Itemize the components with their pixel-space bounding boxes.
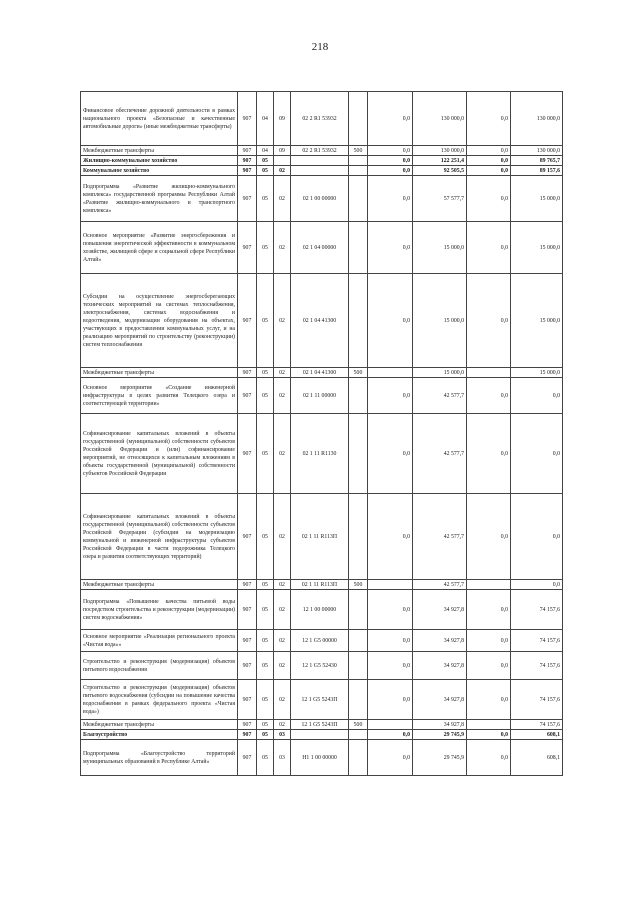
cell-grbs: 907 xyxy=(238,630,257,652)
cell-grbs: 907 xyxy=(238,680,257,720)
cell-csr: 12 1 G5 5243П xyxy=(291,720,349,730)
cell-vr xyxy=(349,176,368,222)
table-row xyxy=(81,176,563,222)
cell-v4: 608,1 xyxy=(511,730,563,740)
section-row xyxy=(81,730,563,740)
cell-v1 xyxy=(368,720,413,730)
cell-csr: 02 1 00 00000 xyxy=(291,176,349,222)
cell-csr: 12 1 G5 00000 xyxy=(291,630,349,652)
cell-name: Коммунальное хозяйство xyxy=(81,166,238,176)
cell-grbs: 907 xyxy=(238,176,257,222)
table-row xyxy=(81,146,563,156)
table-row xyxy=(81,494,563,580)
cell-name: Строительство и реконструкция (модернизация) объектов питьевого водоснабжения xyxy=(81,652,238,680)
cell-v1: 0,0 xyxy=(368,378,413,414)
cell-v4: 74 157,6 xyxy=(511,652,563,680)
cell-v4: 74 157,6 xyxy=(511,630,563,652)
cell-v4: 89 765,7 xyxy=(511,156,563,166)
budget-table xyxy=(80,91,563,776)
cell-v2: 34 927,8 xyxy=(413,630,467,652)
cell-rz: 05 xyxy=(257,652,274,680)
cell-v1: 0,0 xyxy=(368,652,413,680)
cell-csr: 02 1 04 41300 xyxy=(291,368,349,378)
cell-grbs: 907 xyxy=(238,146,257,156)
cell-v2: 42 577,7 xyxy=(413,494,467,580)
cell-vr xyxy=(349,652,368,680)
cell-vr xyxy=(349,156,368,166)
cell-name: Основное мероприятие «Реализация регионального проекта «Чистая вода»» xyxy=(81,630,238,652)
cell-v2: 15 000,0 xyxy=(413,274,467,368)
cell-v2: 34 927,8 xyxy=(413,652,467,680)
cell-pr: 09 xyxy=(274,92,291,146)
cell-grbs: 907 xyxy=(238,414,257,494)
cell-v3: 0,0 xyxy=(467,590,511,630)
cell-pr: 03 xyxy=(274,730,291,740)
cell-csr: 02 2 R1 53932 xyxy=(291,146,349,156)
cell-v3: 0,0 xyxy=(467,630,511,652)
cell-v4: 15 000,0 xyxy=(511,176,563,222)
cell-vr xyxy=(349,590,368,630)
table-row xyxy=(81,222,563,274)
cell-rz: 05 xyxy=(257,176,274,222)
cell-v2: 92 505,5 xyxy=(413,166,467,176)
table-row xyxy=(81,590,563,630)
cell-v2: 122 251,4 xyxy=(413,156,467,166)
cell-v3: 0,0 xyxy=(467,166,511,176)
cell-pr: 02 xyxy=(274,630,291,652)
page-number: 218 xyxy=(311,41,329,53)
cell-v3: 0,0 xyxy=(467,92,511,146)
cell-name: Благоустройство xyxy=(81,730,238,740)
cell-v2: 15 000,0 xyxy=(413,222,467,274)
cell-grbs: 907 xyxy=(238,378,257,414)
table-row xyxy=(81,652,563,680)
cell-name: Основное мероприятие «Развитие энергосбережения и повышения энергетической эффективности в коммунальном хозяйстве, жилищной сфере и социальной сфере Республики Алтай» xyxy=(81,222,238,274)
cell-name: Межбюджетные трансферты xyxy=(81,720,238,730)
cell-vr xyxy=(349,630,368,652)
cell-v4: 608,1 xyxy=(511,740,563,776)
cell-grbs: 907 xyxy=(238,274,257,368)
cell-grbs: 907 xyxy=(238,730,257,740)
cell-rz: 05 xyxy=(257,590,274,630)
cell-v4: 74 157,6 xyxy=(511,680,563,720)
cell-vr xyxy=(349,222,368,274)
cell-vr xyxy=(349,494,368,580)
cell-pr: 02 xyxy=(274,378,291,414)
cell-v2: 130 000,0 xyxy=(413,92,467,146)
table-row xyxy=(81,630,563,652)
cell-rz: 04 xyxy=(257,92,274,146)
cell-grbs: 907 xyxy=(238,92,257,146)
cell-rz: 05 xyxy=(257,222,274,274)
cell-csr: 02 1 04 41300 xyxy=(291,274,349,368)
cell-vr xyxy=(349,730,368,740)
cell-v4: 130 000,0 xyxy=(511,146,563,156)
cell-csr: 02 1 11 R113П xyxy=(291,494,349,580)
cell-v1: 0,0 xyxy=(368,156,413,166)
cell-v1: 0,0 xyxy=(368,146,413,156)
cell-v1: 0,0 xyxy=(368,740,413,776)
cell-vr xyxy=(349,92,368,146)
cell-pr: 02 xyxy=(274,368,291,378)
cell-v1: 0,0 xyxy=(368,730,413,740)
cell-pr: 02 xyxy=(274,166,291,176)
cell-v4: 0,0 xyxy=(511,378,563,414)
cell-v2: 42 577,7 xyxy=(413,414,467,494)
table-row xyxy=(81,378,563,414)
cell-pr: 02 xyxy=(274,494,291,580)
cell-v3 xyxy=(467,368,511,378)
cell-v2: 34 927,8 xyxy=(413,680,467,720)
table-row xyxy=(81,720,563,730)
cell-vr: 500 xyxy=(349,368,368,378)
table-row xyxy=(81,92,563,146)
cell-vr xyxy=(349,378,368,414)
cell-csr: 12 1 G5 5243П xyxy=(291,680,349,720)
cell-v4: 130 000,0 xyxy=(511,92,563,146)
cell-v1: 0,0 xyxy=(368,680,413,720)
cell-v1: 0,0 xyxy=(368,222,413,274)
cell-v3: 0,0 xyxy=(467,156,511,166)
cell-name: Софинансирование капитальных вложений в объекты государственной (муниципальной) собственности субъектов Российской Федерации (субсидии на модернизацию коммунальной и инженерной инфраструктуры субъектов Российской Федерации в части подорожника Телецкого озера и развития соответствующих территорий) xyxy=(81,494,238,580)
section-row xyxy=(81,166,563,176)
cell-rz: 05 xyxy=(257,156,274,166)
cell-v1: 0,0 xyxy=(368,176,413,222)
cell-grbs: 907 xyxy=(238,740,257,776)
cell-grbs: 907 xyxy=(238,222,257,274)
cell-grbs: 907 xyxy=(238,156,257,166)
cell-vr: 500 xyxy=(349,580,368,590)
cell-v3: 0,0 xyxy=(467,680,511,720)
cell-rz: 05 xyxy=(257,378,274,414)
cell-csr: 02 1 04 00000 xyxy=(291,222,349,274)
cell-vr xyxy=(349,274,368,368)
cell-grbs: 907 xyxy=(238,652,257,680)
cell-rz: 05 xyxy=(257,720,274,730)
cell-rz: 05 xyxy=(257,166,274,176)
cell-v4: 74 157,6 xyxy=(511,590,563,630)
cell-grbs: 907 xyxy=(238,720,257,730)
cell-csr: 12 1 G5 52430 xyxy=(291,652,349,680)
cell-rz: 04 xyxy=(257,146,274,156)
cell-rz: 05 xyxy=(257,580,274,590)
cell-name: Межбюджетные трансферты xyxy=(81,580,238,590)
cell-rz: 05 xyxy=(257,414,274,494)
cell-name: Основное мероприятие «Создание инженерной инфраструктуры в целях развития Телецкого озера и соответствующей территории» xyxy=(81,378,238,414)
cell-v4: 0,0 xyxy=(511,580,563,590)
cell-csr xyxy=(291,730,349,740)
cell-v3: 0,0 xyxy=(467,378,511,414)
cell-v2: 57 577,7 xyxy=(413,176,467,222)
cell-name: Строительство и реконструкция (модернизация) объектов питьевого водоснабжения (субсидии на повышение качества водоснабжения в рамках федерального проекта «Чистая вода») xyxy=(81,680,238,720)
table-row xyxy=(81,680,563,720)
cell-v3 xyxy=(467,580,511,590)
cell-csr xyxy=(291,156,349,166)
cell-rz: 05 xyxy=(257,494,274,580)
cell-v2: 42 577,7 xyxy=(413,378,467,414)
cell-name: Межбюджетные трансферты xyxy=(81,368,238,378)
cell-grbs: 907 xyxy=(238,368,257,378)
cell-v1 xyxy=(368,580,413,590)
cell-csr: 02 1 11 R1130 xyxy=(291,414,349,494)
cell-vr xyxy=(349,414,368,494)
cell-v1: 0,0 xyxy=(368,590,413,630)
cell-v2: 15 000,0 xyxy=(413,368,467,378)
table-row xyxy=(81,368,563,378)
cell-grbs: 907 xyxy=(238,590,257,630)
cell-v1: 0,0 xyxy=(368,494,413,580)
cell-name: Подпрограмма «Повышение качества питьевой воды посредством строительства и реконструкции (модернизации) систем водоснабжения» xyxy=(81,590,238,630)
cell-pr: 02 xyxy=(274,680,291,720)
cell-name: Подпрограмма «Развитие жилищно-коммунального комплекса» государственной программы Республики Алтай «Развитие жилищно-коммунального и транспортного комплекса» xyxy=(81,176,238,222)
cell-name: Подпрограмма «Благоустройство территорий муниципальных образований в Республике Алтай» xyxy=(81,740,238,776)
table-row xyxy=(81,580,563,590)
cell-vr xyxy=(349,740,368,776)
cell-v1 xyxy=(368,368,413,378)
cell-pr: 02 xyxy=(274,222,291,274)
cell-v3: 0,0 xyxy=(467,274,511,368)
cell-v4: 15 000,0 xyxy=(511,274,563,368)
cell-vr xyxy=(349,166,368,176)
cell-csr: 12 1 00 00000 xyxy=(291,590,349,630)
cell-rz: 05 xyxy=(257,368,274,378)
cell-csr xyxy=(291,166,349,176)
cell-pr: 09 xyxy=(274,146,291,156)
cell-v4: 15 000,0 xyxy=(511,368,563,378)
cell-pr: 02 xyxy=(274,176,291,222)
cell-v1: 0,0 xyxy=(368,274,413,368)
cell-pr xyxy=(274,156,291,166)
cell-pr: 02 xyxy=(274,720,291,730)
cell-csr: Н1 1 00 00000 xyxy=(291,740,349,776)
cell-v2: 42 577,7 xyxy=(413,580,467,590)
cell-v4: 15 000,0 xyxy=(511,222,563,274)
cell-v3: 0,0 xyxy=(467,740,511,776)
cell-pr: 02 xyxy=(274,274,291,368)
cell-name: Субсидии на осуществление энергосберегающих технических мероприятий на системах теплоснабжения, электроснабжения, системах водоснабжения и водоотведения, модернизации оборудования на объектах, участвующих в предоставлении коммунальных услуг, и на реализацию мероприятий по строительству (реконструкции) систем теплоснабжения xyxy=(81,274,238,368)
cell-v3: 0,0 xyxy=(467,730,511,740)
cell-csr: 02 1 11 00000 xyxy=(291,378,349,414)
cell-pr: 03 xyxy=(274,740,291,776)
cell-name: Финансовое обеспечение дорожной деятельности в рамках национального проекта «Безопасные и качественные автомобильные дороги» (иные межбюджетные трансферты) xyxy=(81,92,238,146)
cell-grbs: 907 xyxy=(238,166,257,176)
cell-v3: 0,0 xyxy=(467,222,511,274)
cell-vr: 500 xyxy=(349,146,368,156)
cell-grbs: 907 xyxy=(238,494,257,580)
cell-v1: 0,0 xyxy=(368,414,413,494)
cell-pr: 02 xyxy=(274,652,291,680)
cell-v2: 34 927,8 xyxy=(413,590,467,630)
cell-v2: 34 927,8 xyxy=(413,720,467,730)
cell-v4: 0,0 xyxy=(511,414,563,494)
cell-rz: 05 xyxy=(257,680,274,720)
cell-v1: 0,0 xyxy=(368,92,413,146)
cell-v3: 0,0 xyxy=(467,146,511,156)
cell-v4: 74 157,6 xyxy=(511,720,563,730)
cell-v2: 29 745,9 xyxy=(413,740,467,776)
cell-pr: 02 xyxy=(274,414,291,494)
cell-name: Межбюджетные трансферты xyxy=(81,146,238,156)
table-row xyxy=(81,740,563,776)
cell-v3 xyxy=(467,720,511,730)
cell-rz: 05 xyxy=(257,740,274,776)
cell-v3: 0,0 xyxy=(467,176,511,222)
cell-v2: 29 745,9 xyxy=(413,730,467,740)
cell-name: Жилищно-коммунальное хозяйство xyxy=(81,156,238,166)
cell-v4: 89 157,6 xyxy=(511,166,563,176)
cell-v3: 0,0 xyxy=(467,414,511,494)
cell-grbs: 907 xyxy=(238,580,257,590)
cell-pr: 02 xyxy=(274,590,291,630)
cell-rz: 05 xyxy=(257,630,274,652)
table-row xyxy=(81,414,563,494)
cell-v2: 130 000,0 xyxy=(413,146,467,156)
cell-pr: 02 xyxy=(274,580,291,590)
table-row xyxy=(81,274,563,368)
cell-rz: 05 xyxy=(257,730,274,740)
cell-v1: 0,0 xyxy=(368,630,413,652)
cell-v3: 0,0 xyxy=(467,494,511,580)
cell-v4: 0,0 xyxy=(511,494,563,580)
section-row xyxy=(81,156,563,166)
cell-name: Софинансирование капитальных вложений в объекты государственной (муниципальной) собственности субъектов Российской Федерации и (или) софинансирование мероприятий, не относящихся к капитальным вложениям в объекты государственной (муниципальной) собственности субъектов Российской Федерации xyxy=(81,414,238,494)
cell-rz: 05 xyxy=(257,274,274,368)
cell-vr: 500 xyxy=(349,720,368,730)
cell-vr xyxy=(349,680,368,720)
cell-csr: 02 1 11 R113П xyxy=(291,580,349,590)
cell-csr: 02 2 R1 53932 xyxy=(291,92,349,146)
cell-v1: 0,0 xyxy=(368,166,413,176)
cell-v3: 0,0 xyxy=(467,652,511,680)
